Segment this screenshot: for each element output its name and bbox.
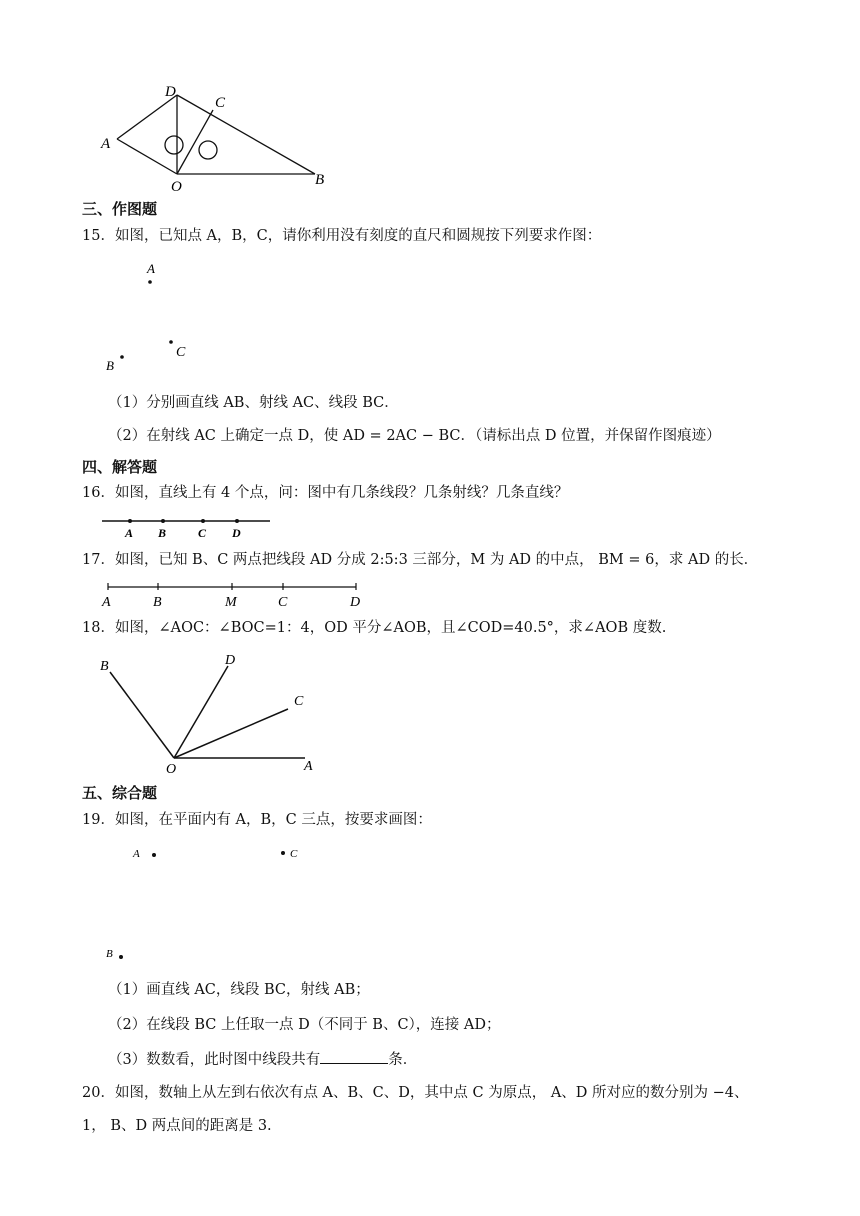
label-C: C — [294, 694, 304, 709]
question-18-stem: 18．如图，∠AOC：∠BOC=1：4，OD 平分∠AOB，且∠COD=40.5°，求∠AOB 度数. — [82, 620, 667, 636]
label-B: B — [153, 595, 162, 610]
answer-blank[interactable] — [320, 1049, 388, 1064]
part-3-text-after: 条． — [388, 1052, 418, 1068]
label-B: B — [100, 659, 109, 674]
label-A: A — [133, 848, 140, 860]
label-C: C — [215, 95, 226, 111]
question-19-part-2: （2）在线段 BC 上任取一点 D（不同于 B、C），连接 AD； — [108, 1017, 501, 1033]
question-16-stem: 16．如图，直线上有 4 个点，问：图中有几条线段？几条射线？几条直线？ — [82, 485, 569, 501]
label-D: D — [165, 84, 176, 100]
line-figure-q16 — [98, 512, 278, 542]
question-19-stem: 19．如图，在平面内有 A，B，C 三点，按要求画图： — [82, 812, 432, 828]
segment-figure-q17 — [98, 580, 373, 610]
points-figure-q15 — [100, 258, 210, 378]
question-19-part-3 — [108, 1049, 417, 1070]
label-C: C — [198, 526, 207, 540]
label-A: A — [147, 261, 155, 276]
label-D: D — [225, 653, 236, 668]
label-A: A — [102, 595, 111, 610]
angle-figure-q18 — [95, 648, 325, 776]
question-20-line-2: 1， B、D 两点间的距离是 3. — [82, 1118, 272, 1134]
question-15-part-1: （1）分别画直线 AB、射线 AC、线段 BC． — [108, 395, 399, 411]
label-O: O — [171, 179, 182, 195]
label-B: B — [106, 948, 113, 960]
section-heading-3: 三、作图题 — [82, 200, 158, 218]
question-19-part-1: （1）画直线 AC，线段 BC，射线 AB； — [108, 982, 370, 998]
label-D: D — [232, 526, 241, 540]
label-A: A — [101, 136, 111, 152]
question-17-stem: 17．如图，已知 B、C 两点把线段 AD 分成 2:5:3 三部分，M 为 AD 的中点， BM = 6，求 AD 的长． — [82, 552, 759, 568]
points-figure-q19 — [100, 840, 320, 965]
label-M: M — [225, 595, 237, 610]
label-C: C — [290, 848, 298, 860]
label-C: C — [176, 345, 186, 360]
question-20-line-1: 20．如图，数轴上从左到右依次有点 A、B、C、D，其中点 C 为原点， A、D 所对应的数分别为 −4、 — [82, 1085, 749, 1101]
label-B: B — [315, 172, 325, 188]
label-O: O — [166, 762, 177, 776]
label-D: D — [350, 595, 361, 610]
part-3-text-before: （3）数数看，此时图中线段共有 — [108, 1052, 321, 1068]
question-15-stem: 15．如图，已知点 A，B，C，请你利用没有刻度的直尺和圆规按下列要求作图： — [82, 228, 602, 244]
label-A: A — [304, 759, 313, 774]
question-15-part-2: （2）在射线 AC 上确定一点 D，使 AD = 2AC − BC．（请标出点 D 位置，并保留作图痕迹） — [108, 428, 721, 444]
label-A: A — [125, 526, 134, 540]
label-B: B — [106, 358, 114, 373]
triangle-figure-q14 — [95, 80, 340, 195]
label-C: C — [278, 595, 288, 610]
label-B: B — [158, 526, 167, 540]
section-heading-5: 五、综合题 — [82, 784, 158, 802]
section-heading-4: 四、解答题 — [82, 458, 158, 476]
